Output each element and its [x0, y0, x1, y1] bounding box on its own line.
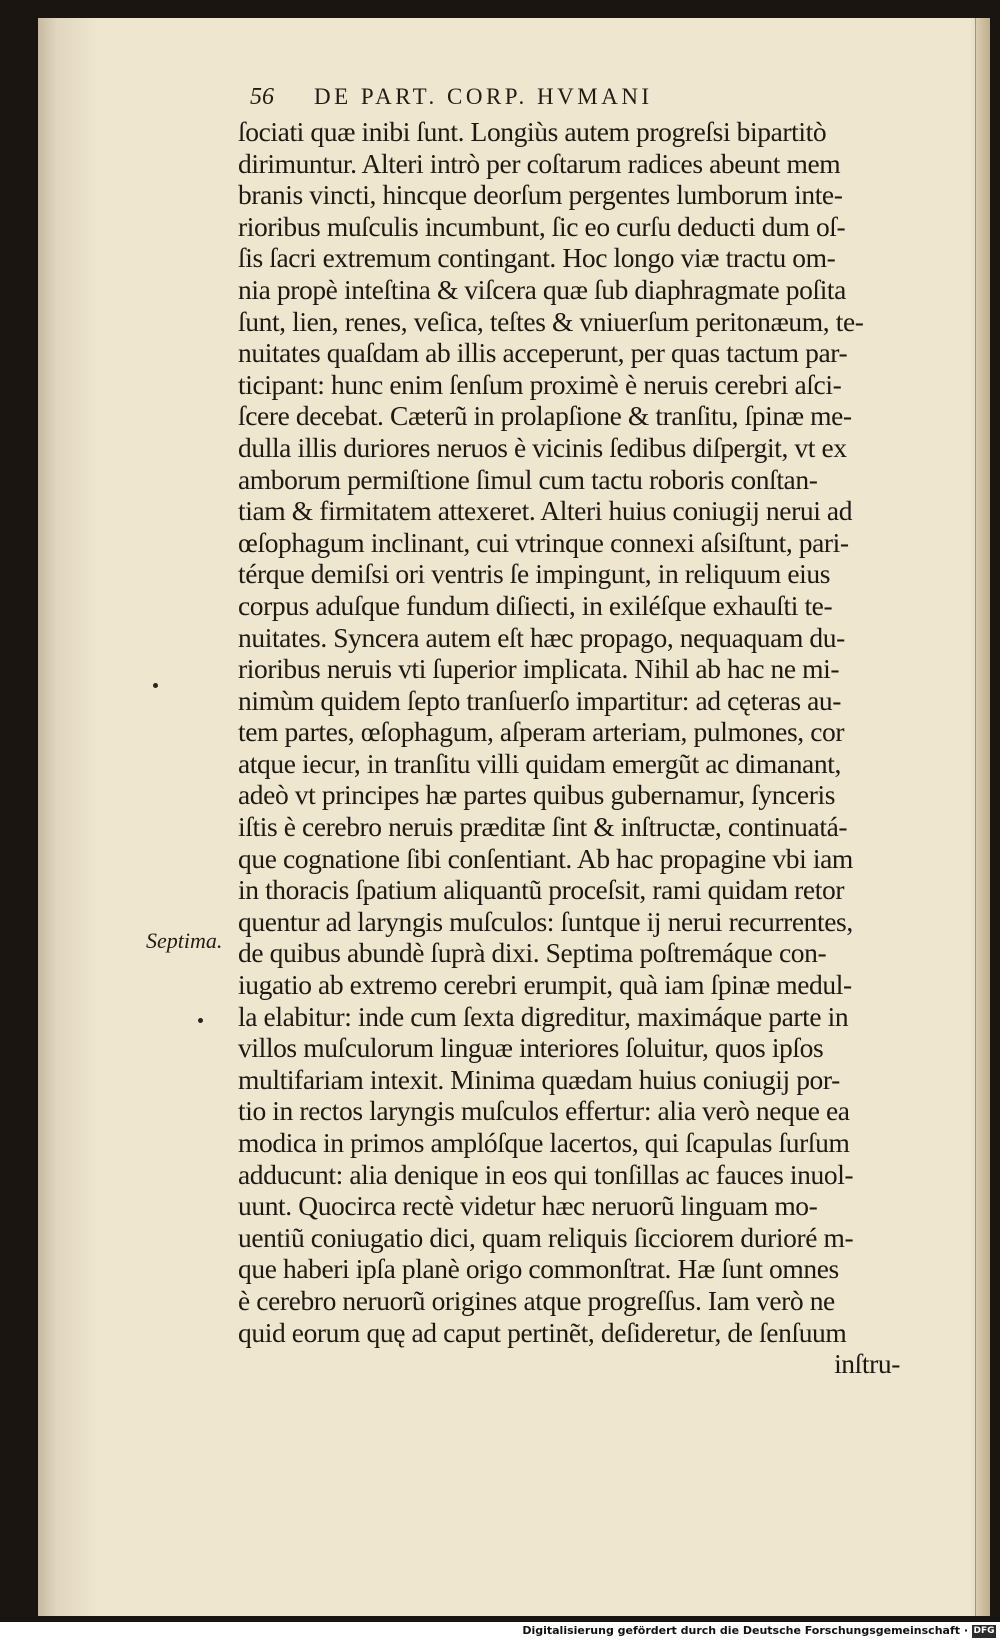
body-text — [238, 116, 928, 1380]
text-line: quentur ad laryngis muſculos: ſuntque ij nerui recurrentes, — [238, 905, 853, 937]
text-line: dirimuntur. Alteri intrò per coſtarum radices abeunt mem — [238, 147, 841, 179]
text-line: tio in rectos laryngis muſculos effertur: alia verò neque ea — [238, 1095, 850, 1127]
ink-speck — [153, 683, 158, 688]
text-line: œſophagum inclinant, cui vtrinque connexi aſsiſtunt, pari- — [238, 526, 849, 558]
text-line: multifariam intexit. Minima quædam huius coniugij por- — [238, 1063, 840, 1095]
text-line: que haberi ipſa planè origo commonſtrat. Hæ ſunt omnes — [238, 1253, 839, 1285]
text-line: ſis ſacri extremum contingant. Hoc longo viæ tractu om- — [238, 242, 836, 274]
text-line: amborum permiſtione ſimul cum tactu roboris conſtan- — [238, 463, 818, 495]
text-line: adducunt: alia denique in eos qui tonſillas ac fauces inuol- — [238, 1158, 854, 1190]
text-line: dulla illis duriores neruos è vicinis ſedibus diſpergit, vt ex — [238, 431, 847, 463]
page-edge — [975, 18, 990, 1616]
text-line: è cerebro neruorũ origines atque progreſſus. Iam verò ne — [238, 1284, 835, 1316]
text-line: modica in primos amplóſque lacertos, qui ſcapulas ſurſum — [238, 1127, 850, 1158]
text-line: rioribus muſculis incumbunt, ſic eo curſu deducti dum oſ- — [238, 210, 846, 242]
text-line: quid eorum quę ad caput pertinẽt, deſideretur, de ſenſuum — [238, 1316, 847, 1348]
catchword: inſtru- — [834, 1348, 900, 1380]
text-line: térque demiſsi ori ventris ſe impingunt, in reliquum eius — [238, 558, 831, 590]
text-line: iugatio ab extremo cerebri erumpit, quà iam ſpinæ medul- — [238, 969, 852, 1001]
text-line: nuitates quaſdam ab illis acceperunt, per quas tactum par- — [238, 337, 848, 369]
text-line: atque iecur, in tranſitu villi quidam emergũt ac dimanant, — [238, 747, 841, 779]
digitization-footer — [0, 1622, 1000, 1643]
text-line: ſunt, lien, renes, veſica, teſtes & vniuerſum peritonæum, te- — [238, 305, 864, 337]
text-line: nuitates. Syncera autem eſt hæc propago, nequaquam du- — [238, 621, 845, 653]
text-line: que cognatione ſibi conſentiant. Ab hac propagine vbi iam — [238, 842, 853, 874]
text-line: la elabitur: inde cum ſexta digreditur, maximáque parte in — [238, 1000, 849, 1032]
running-title: DE PART. CORP. HVMANI — [314, 84, 653, 109]
text-line: uunt. Quocirca rectè videtur hæc neruorũ linguam mo- — [238, 1190, 818, 1222]
marginal-note: Septima. — [146, 928, 223, 953]
text-line: de quibus abundè ſuprà dixi. Septima poſtremáque con- — [238, 937, 827, 969]
text-line: tem partes, œſophagum, aſperam arteriam, pulmones, cor — [238, 716, 845, 748]
text-line: ticipant: hunc enim ſenſum proximè è neruis cerebri aſci- — [238, 368, 842, 400]
text-line: iſtis è cerebro neruis præditæ ſint & inſtructæ, continuatá- — [238, 811, 848, 843]
text-line: uentiũ coniugatio dici, quam reliquis ſicciorem durioré m- — [238, 1221, 854, 1253]
text-line: adeò vt principes hæ partes quibus gubernamur, ſynceris — [238, 779, 836, 811]
running-head — [250, 84, 870, 114]
text-line: in thoracis ſpatium aliquantũ proceſsit, rami quidam retor — [238, 874, 845, 906]
funding-credit: Digitalisierung gefördert durch die Deutsche Forschungsgemeinschaft · — [522, 1624, 968, 1637]
text-line: nimùm quidem ſepto tranſuerſo impartitur: ad cęteras au- — [238, 684, 842, 716]
text-line: nia propè inteſtina & viſcera quæ ſub diaphragmate poſita — [238, 273, 846, 305]
dfg-logo: DFG — [973, 1626, 995, 1636]
page-number: 56 — [250, 84, 274, 110]
text-line: villos muſculorum linguæ interiores ſoluitur, quos ipſos — [238, 1032, 824, 1064]
text-line: rioribus neruis vti ſuperior implicata. Nihil ab hac ne mi- — [238, 653, 840, 685]
text-line: ſcere decebat. Cæterũ in prolapſione & tranſitu, ſpinæ me- — [238, 400, 852, 432]
text-line: tiam & firmitatem attexeret. Alteri huius coniugij nerui ad — [238, 495, 853, 527]
text-line: ſociati quæ inibi ſunt. Longiùs autem progreſsi bipartitò — [238, 116, 827, 147]
ink-speck — [198, 1018, 203, 1023]
text-line: branis vincti, hincque deorſum pergentes lumborum inte- — [238, 179, 843, 211]
text-line: corpus aduſque fundum diſiecti, in exiléſque exhauſti te- — [238, 589, 833, 621]
